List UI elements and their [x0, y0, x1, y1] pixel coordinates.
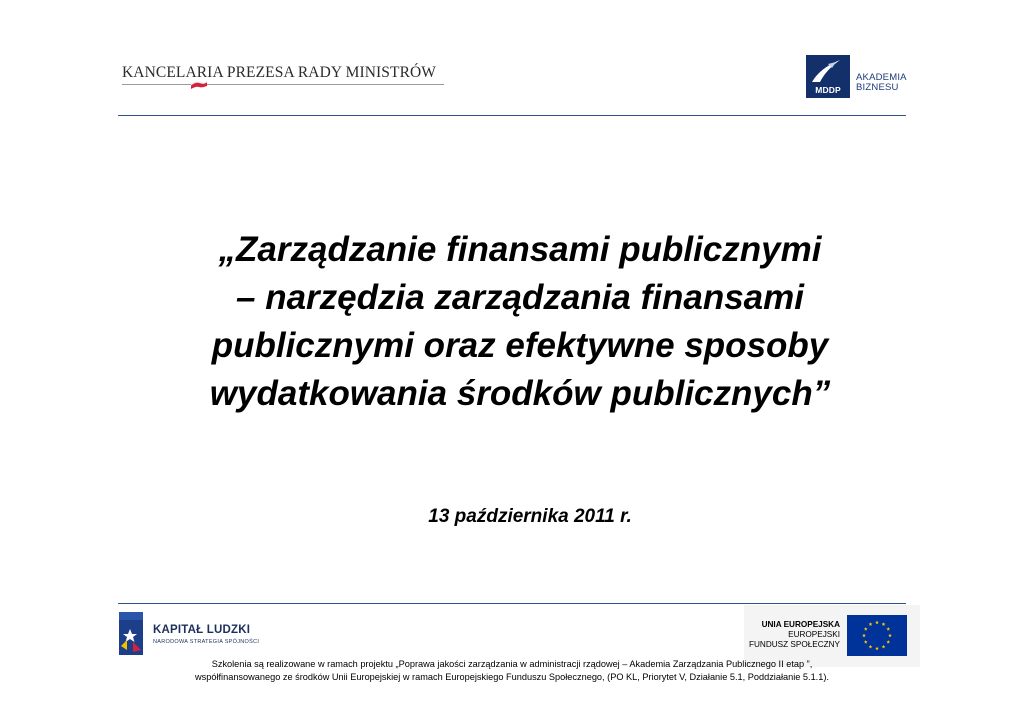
akademia-biznesu — [856, 73, 907, 93]
title-line: „Zarządzanie finansami publicznymi — [218, 230, 822, 269]
mddp-side-line2: BIZNESU — [856, 82, 899, 93]
kl-name: KAPITAŁ LUDZKI — [153, 624, 251, 636]
kl-subtitle: NARODOWA STRATEGIA SPÓJNOŚCI — [153, 639, 260, 645]
event-date: 13 października 2011 r. — [428, 506, 632, 527]
mddp-badge — [806, 55, 850, 98]
kapital-ludzki-logo — [119, 612, 269, 656]
bottom-divider — [118, 603, 906, 604]
title-line: wydatkowania środków publicznych” — [209, 374, 831, 413]
mddp-logo — [806, 55, 916, 99]
title-line: – narzędzia zarządzania finansami — [236, 278, 804, 317]
title-line: publicznymi oraz efektywne sposoby — [211, 326, 829, 365]
top-divider — [118, 115, 906, 116]
kprm-name: KANCELARIA PREZESA RADY MINISTRÓW — [122, 64, 437, 81]
mddp-side-line1: AKADEMIA — [856, 72, 907, 83]
eu-flag-icon — [847, 615, 907, 656]
eu-text — [749, 620, 840, 650]
kprm-underline — [122, 84, 444, 85]
footer-note-line: współfinansowanego ze środków Unii Europejskiej w ramach Europejskiego Funduszu Społecznego, (PO KL, Priorytet V, Działanie 5.1, Poddziałanie 5.1.1). — [195, 672, 829, 682]
eu-line1: UNIA EUROPEJSKA — [761, 620, 840, 629]
footer-note-line: Szkolenia są realizowane w ramach projektu „Poprawa jakości zarządzania w administracji rządowej – Akademia Zarządzania Publicznego II etap ”, — [211, 659, 813, 669]
mddp-label: MDDP — [815, 85, 841, 95]
kapital-ludzki-icon — [119, 612, 143, 655]
eu-line2: EUROPEJSKI — [788, 630, 840, 639]
kprm-logo — [122, 62, 447, 98]
eu-line3: FUNDUSZ SPOŁECZNY — [749, 640, 840, 649]
polish-flag-icon — [190, 79, 208, 91]
footer-note — [150, 658, 874, 684]
page-title — [140, 226, 900, 418]
swoosh-icon — [810, 58, 846, 84]
